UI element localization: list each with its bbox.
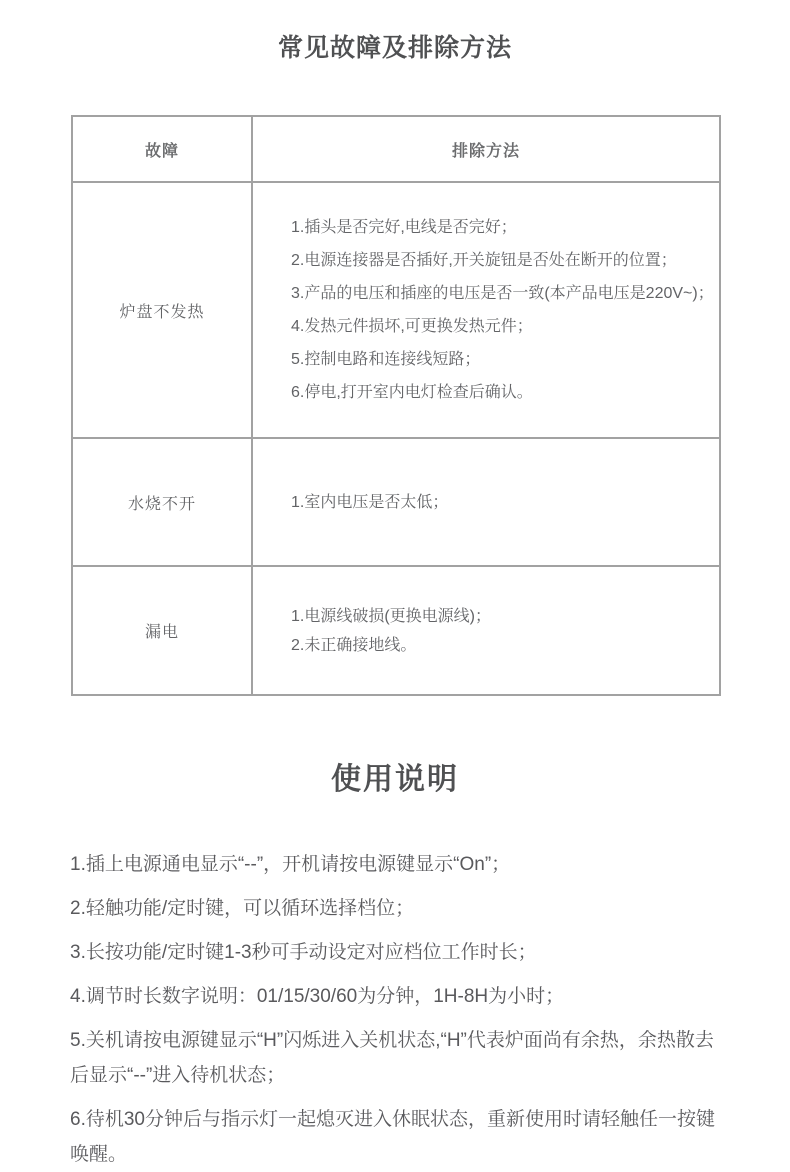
table-header-row bbox=[72, 116, 720, 182]
table-row bbox=[72, 182, 720, 438]
table-row bbox=[72, 566, 720, 695]
instruction-item: 1.插上电源通电显示“--”，开机请按电源键显示“On”； bbox=[70, 854, 511, 875]
instruction-item: 2.轻触功能/定时键，可以循环选择档位； bbox=[70, 898, 415, 919]
method-line: 2.未正确接地线。 bbox=[291, 636, 417, 654]
table-row bbox=[72, 438, 720, 566]
table-header-fault: 故障 bbox=[72, 116, 252, 182]
fault-cell: 炉盘不发热 bbox=[72, 182, 252, 438]
method-line: 2.电源连接器是否插好,开关旋钮是否处在断开的位置； bbox=[291, 252, 677, 269]
fault-cell: 漏电 bbox=[72, 566, 252, 695]
section-title-usage: 使用说明 bbox=[331, 763, 459, 796]
instruction-item: 5.关机请按电源键显示“H”闪烁进入关机状态,“H”代表炉面尚有余热，余热散去后显示“--”进入待机状态； bbox=[70, 1030, 714, 1086]
method-cell bbox=[252, 182, 720, 438]
fault-cell: 水烧不开 bbox=[72, 438, 252, 566]
instruction-item: 6.待机30分钟后与指示灯一起熄灭进入休眠状态，重新使用时请轻触任一按键唤醒。 bbox=[70, 1109, 715, 1165]
method-cell bbox=[252, 566, 720, 695]
instruction-item: 4.调节时长数字说明：01/15/30/60为分钟，1H-8H为小时； bbox=[70, 986, 565, 1007]
method-line: 5.控制电路和连接线短路； bbox=[291, 351, 481, 368]
page-title: 常见故障及排除方法 bbox=[277, 34, 512, 62]
method-line: 4.发热元件损坏,可更换发热元件； bbox=[291, 318, 533, 335]
method-line: 3.产品的电压和插座的电压是否一致(本产品电压是220V~)； bbox=[291, 285, 714, 302]
method-line: 1.插头是否完好,电线是否完好； bbox=[291, 219, 517, 236]
fault-table bbox=[71, 115, 721, 696]
instructions-list bbox=[70, 847, 726, 1172]
method-line: 1.电源线破损(更换电源线)； bbox=[291, 607, 492, 625]
table-header-method: 排除方法 bbox=[252, 116, 720, 182]
method-line: 1.室内电压是否太低； bbox=[291, 493, 449, 511]
instruction-item: 3.长按功能/定时键1-3秒可手动设定对应档位工作时长； bbox=[70, 942, 537, 963]
method-cell bbox=[252, 438, 720, 566]
method-line: 6.停电,打开室内电灯检查后确认。 bbox=[291, 384, 533, 401]
